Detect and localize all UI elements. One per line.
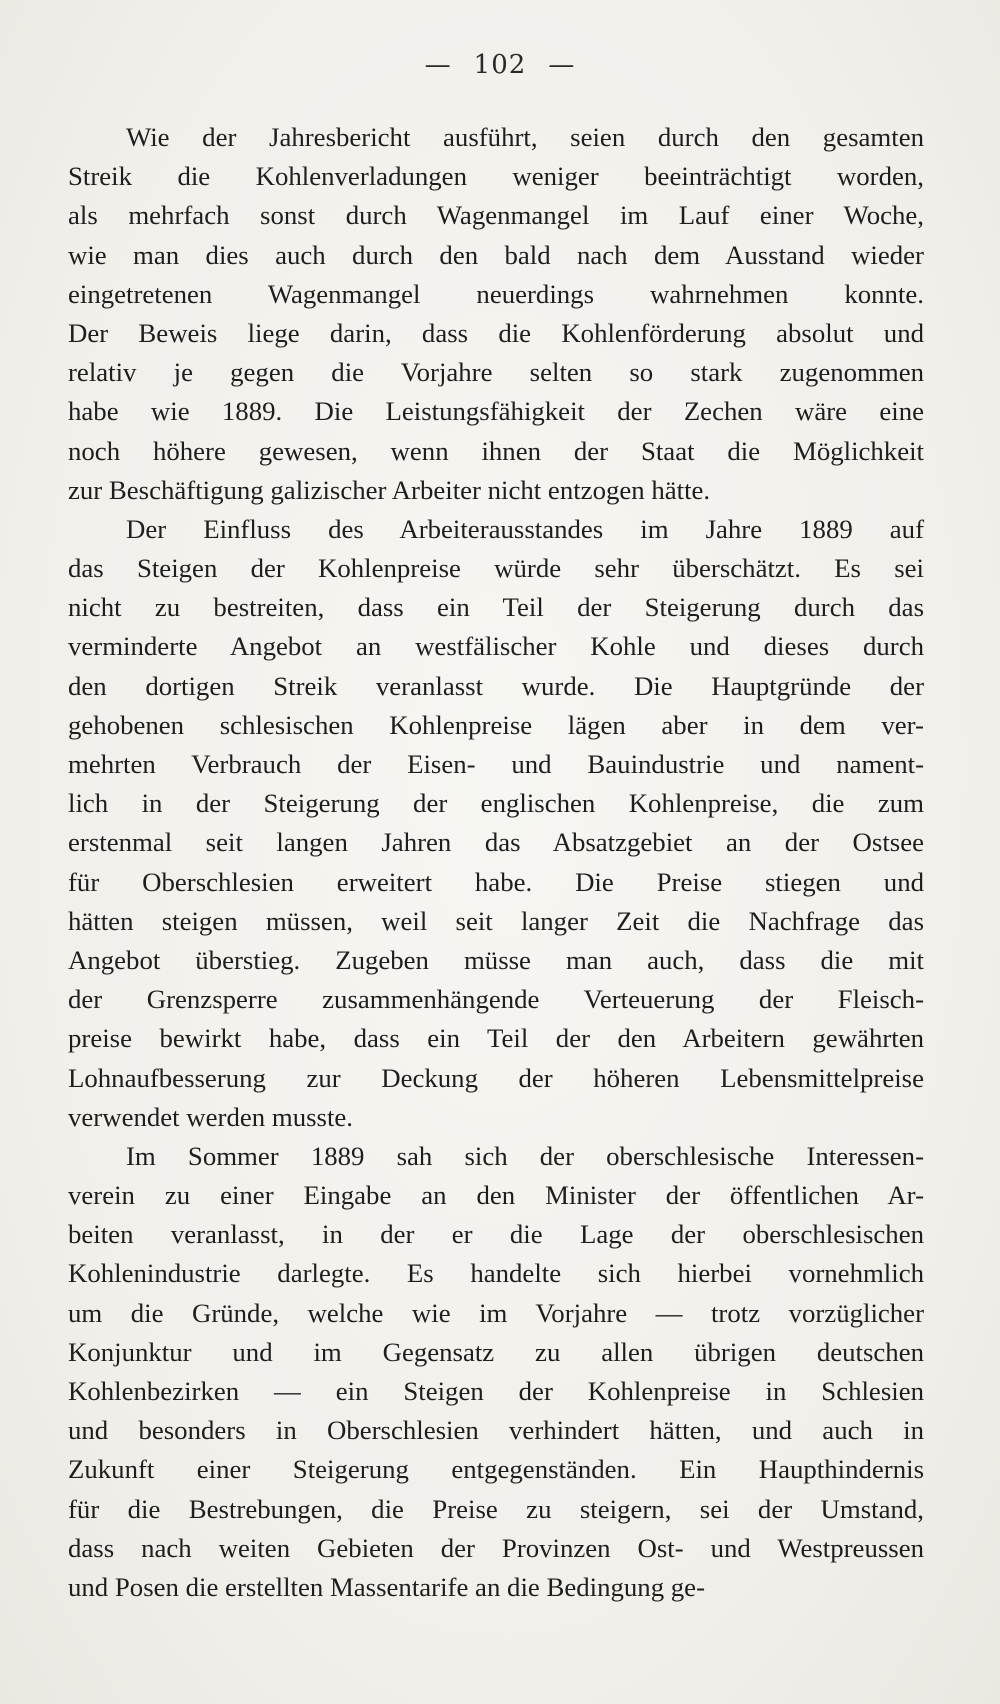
text-line [68, 1490, 924, 1529]
text-line-content: verwendet werden musste. [68, 1101, 353, 1132]
text-line-content: den dortigen Streik veranlasst wurde. Die Hauptgründe der [68, 670, 924, 701]
text-line-content: für die Bestrebungen, die Preise zu steigern, sei der Umstand, [68, 1493, 924, 1524]
text-line-content: Lohnaufbesserung zur Deckung der höheren Lebensmittelpreise [68, 1062, 924, 1093]
text-line [68, 549, 924, 588]
page-number-suffix: — [548, 50, 576, 80]
text-line-content: wie man dies auch durch den bald nach dem Ausstand wieder [68, 239, 924, 270]
text-line-content: mehrten Verbrauch der Eisen- und Bauindustrie und nament- [68, 749, 924, 779]
body-text [68, 118, 924, 1607]
text-line [68, 980, 924, 1019]
text-line-content: Der Einfluss des Arbeiterausstandes im Jahre 1889 auf [126, 513, 924, 544]
text-line [68, 667, 924, 706]
text-line-content: Streik die Kohlenverladungen weniger beeinträchtigt worden, [68, 161, 924, 192]
page-number-value: 102 [473, 50, 527, 80]
text-line-content: Im Sommer 1889 sah sich der oberschlesische Interessen- [126, 1140, 924, 1171]
text-line-content: Angebot überstieg. Zugeben müsse man auch, dass die mit [68, 944, 924, 975]
text-line-content: habe wie 1889. Die Leistungsfähigkeit der Zechen wäre eine [68, 396, 924, 427]
text-line [68, 902, 924, 941]
paragraph [68, 118, 924, 510]
text-line-content: der Grenzsperre zusammenhängende Verteuerung der Fleisch- [68, 984, 924, 1015]
text-line [68, 510, 924, 549]
text-line [68, 275, 924, 314]
text-line-content: preise bewirkt habe, dass ein Teil der den Arbeitern gewährten [68, 1023, 924, 1054]
text-line [68, 627, 924, 666]
text-line-content: Zukunft einer Steigerung entgegenständen. Ein Haupthindernis [68, 1454, 924, 1485]
text-line [68, 1411, 924, 1450]
text-line [68, 471, 924, 510]
text-line-content: und besonders in Oberschlesien verhindert hätten, und auch in [68, 1415, 924, 1446]
text-line-content: als mehrfach sonst durch Wagenmangel im Lauf einer Woche, [68, 200, 924, 231]
text-line-content: gehobenen schlesischen Kohlenpreise lägen aber in dem ver- [68, 709, 924, 740]
text-line [68, 1568, 924, 1607]
text-line-content: relativ je gegen die Vorjahre selten so stark zugenommen [68, 357, 924, 388]
text-line-content: verein zu einer Eingabe an den Minister der öffentlichen Ar- [68, 1180, 924, 1211]
text-line-content: lich in der Steigerung der englischen Kohlenpreise, die zum [68, 788, 924, 819]
text-line-content: hätten steigen müssen, weil seit langer Zeit die Nachfrage das [68, 905, 924, 936]
text-line [68, 941, 924, 980]
text-line [68, 588, 924, 627]
page-number [0, 50, 1000, 80]
text-line [68, 706, 924, 745]
text-line [68, 1176, 924, 1215]
text-line [68, 353, 924, 392]
text-line-content: dass nach weiten Gebieten der Provinzen Ost- und Westpreussen [68, 1532, 924, 1563]
text-line [68, 392, 924, 431]
text-line-content: das Steigen der Kohlenpreise würde sehr überschätzt. Es sei [68, 553, 924, 584]
text-line-content: und Posen die erstellten Massentarife an die Bedingung ge- [68, 1571, 706, 1602]
text-line [68, 1450, 924, 1489]
text-line [68, 1333, 924, 1372]
text-line [68, 118, 924, 157]
text-line [68, 236, 924, 275]
text-line [68, 1294, 924, 1333]
text-line-content: beiten veranlasst, in der er die Lage der oberschlesischen [68, 1219, 924, 1250]
text-line [68, 1059, 924, 1098]
page-number-prefix: — [424, 50, 452, 80]
text-line-content: Kohlenindustrie darlegte. Es handelte sich hierbei vornehmlich [68, 1258, 924, 1289]
text-line-content: Wie der Jahresbericht ausführt, seien durch den gesamten [126, 122, 924, 152]
text-line [68, 196, 924, 235]
text-line [68, 1137, 924, 1176]
text-line-content: verminderte Angebot an westfälischer Kohle und dieses durch [68, 631, 924, 662]
text-line-content: für Oberschlesien erweitert habe. Die Preise stiegen und [68, 866, 924, 897]
text-line [68, 745, 924, 784]
text-line [68, 1254, 924, 1293]
text-line [68, 1529, 924, 1568]
text-line-content: Der Beweis liege darin, dass die Kohlenförderung absolut und [68, 317, 924, 348]
text-line [68, 432, 924, 471]
text-line-content: eingetretenen Wagenmangel neuerdings wahrnehmen konnte. [68, 278, 924, 309]
text-line [68, 314, 924, 353]
paragraph [68, 1137, 924, 1607]
paragraph [68, 510, 924, 1137]
text-line-content: Kohlenbezirken — ein Steigen der Kohlenpreise in Schlesien [68, 1376, 924, 1406]
text-line [68, 784, 924, 823]
text-line-content: noch höhere gewesen, wenn ihnen der Staat die Möglichkeit [68, 435, 924, 466]
text-line-content: Konjunktur und im Gegensatz zu allen übrigen deutschen [68, 1336, 924, 1367]
text-line [68, 157, 924, 196]
text-line-content: erstenmal seit langen Jahren das Absatzgebiet an der Ostsee [68, 827, 924, 858]
text-line [68, 1215, 924, 1254]
text-line [68, 1372, 924, 1411]
text-line-content: nicht zu bestreiten, dass ein Teil der Steigerung durch das [68, 592, 924, 623]
text-line-content: um die Gründe, welche wie im Vorjahre — trotz vorzüglicher [68, 1297, 924, 1328]
text-line [68, 1019, 924, 1058]
text-line-content: zur Beschäftigung galizischer Arbeiter nicht entzogen hätte. [68, 474, 711, 505]
text-line [68, 863, 924, 902]
text-line [68, 1098, 924, 1137]
text-line [68, 823, 924, 862]
